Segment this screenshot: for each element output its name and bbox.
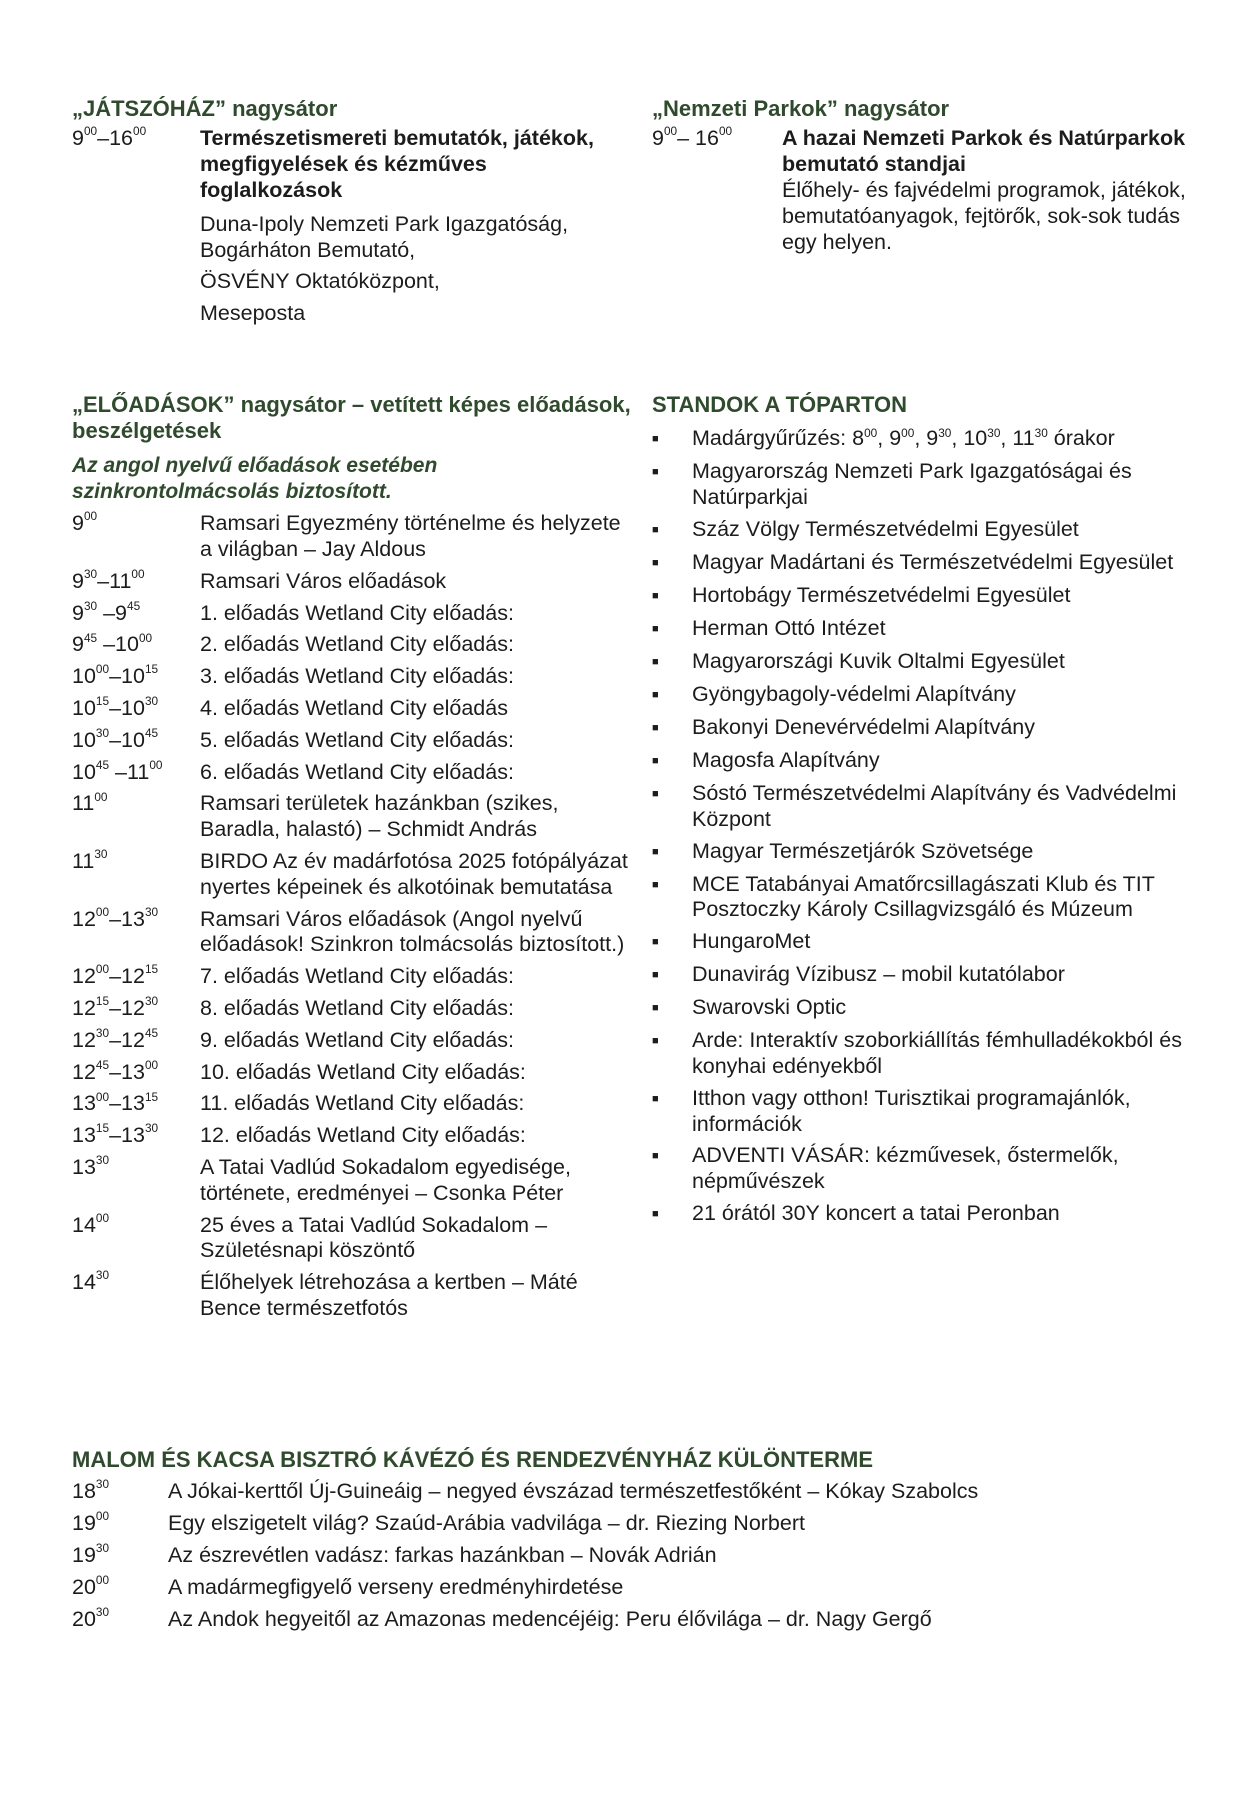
bullet-icon: ■ [652,1092,659,1105]
stand-name: Hortobágy Természetvédelmi Egyesület [692,582,1071,607]
lecture-title: 11. előadás Wetland City előadás: [200,1091,525,1116]
lecture-title: BIRDO Az év madárfotósa 2025 fotópályázat nyertes képeinek és alkotóinak bemutatása [200,849,628,899]
bullet-icon: ■ [652,936,659,949]
bullet-icon: ■ [652,845,659,858]
bullet-icon: ■ [652,556,659,569]
lecture-row [72,1270,632,1322]
bullet-icon: ■ [652,1150,659,1163]
stand-item [652,426,1212,453]
stand-item [652,995,1212,1022]
nemzeti-parkok-row [652,126,1212,255]
lecture-row [72,904,632,959]
malom-time: $20^{00}$ [72,1572,110,1599]
lecture-time: $12^{00}-13^{30}$ [72,904,159,931]
jatszohaz-headline: Természetismereti bemutatók, játékok, megfigyelések és kézműves foglalkozások [200,126,594,202]
malom-row [72,1604,1202,1633]
lecture-title: 9. előadás Wetland City előadás: [200,1027,514,1052]
lecture-time: $11^{00}$ [72,789,108,816]
stand-name: Magyar Madártani és Természetvédelmi Egyesület [692,549,1174,574]
bullet-icon: ■ [652,754,659,767]
lecture-time: $14^{00}$ [72,1210,110,1237]
malom-title-text: A madármegfigyelő verseny eredményhirdetése [168,1574,624,1599]
stand-item [652,1143,1212,1195]
lecture-row [72,511,632,563]
lecture-title: 2. előadás Wetland City előadás: [200,632,514,657]
lecture-title: 25 éves a Tatai Vadlúd Sokadalom – Születésnapi köszöntő [200,1212,548,1263]
bullet-icon: ■ [652,523,659,536]
lecture-row [72,632,632,658]
nemzeti-parkok-headline: A hazai Nemzeti Parkok és Natúrparkok bemutató standjai [782,126,1186,177]
nemzeti-parkok-title: „Nemzeti Parkok” nagysátor [652,96,950,121]
jatszohaz-line: ÖSVÉNY Oktatóközpont, [200,269,440,294]
lecture-time: $14^{30}$ [72,1268,110,1295]
lecture-time: $9^{30}$ $-9^{45}$ [72,598,141,625]
lecture-row [72,664,632,690]
jatszohaz-title: „JÁTSZÓHÁZ” nagysátor [72,96,338,121]
lecture-title: 3. előadás Wetland City előadás: [200,664,514,689]
lecture-row [72,696,632,722]
stand-name: Sóstó Természetvédelmi Alapítvány és Vadvédelmi Központ [692,780,1177,831]
lecture-time: $13^{00}-13^{15}$ [72,1089,159,1116]
eloadasok-title: „ELŐADÁSOK” nagysátor – vetített képes előadások, beszélgetések [72,392,631,444]
stand-item [652,872,1212,924]
lecture-time: $10^{15}-10^{30}$ [72,694,159,721]
malom-time: $19^{00}$ [72,1509,110,1536]
lecture-time: $12^{45}-13^{00}$ [72,1057,159,1084]
lecture-row [72,849,632,901]
malom-row [72,1479,1202,1505]
lecture-title: Ramsari területek hazánkban (szikes, Baradla, halastó) – Schmidt András [200,791,559,842]
stand-ringing-text: Madárgyűrűzés: $8^{00}$, $9^{00}$, $9^{30}$, $10^{30}$, $11^{30}$ órakor [692,426,1115,451]
stand-item [652,1028,1212,1080]
stand-item [652,1086,1212,1138]
nemzeti-parkok-details [782,126,1212,255]
stand-name: HungaroMet [692,929,811,954]
jatszohaz-row [72,126,632,327]
stand-name: Itthon vagy otthon! Turisztikai programajánlók, információk [692,1085,1131,1136]
bullet-icon: ■ [652,655,659,668]
malom-time: $18^{30}$ [72,1477,110,1504]
lecture-time: $10^{45}$ $-11^{00}$ [72,757,163,784]
stand-item [652,517,1212,544]
stand-name: Magosfa Alapítvány [692,747,880,772]
jatszohaz-details [200,126,632,327]
lecture-time: $9^{30}-11^{00}$ [72,566,145,593]
stand-item [652,781,1212,833]
jatszohaz-line: Meseposta [200,301,306,326]
bullet-icon: ■ [652,589,659,602]
lecture-time: $10^{00}-10^{15}$ [72,662,159,689]
stand-item [652,715,1212,742]
nemzeti-parkok-text: Élőhely- és fajvédelmi programok, játékok, bemutatóanyagok, fejtörők, sok-sok tudás egy helyen. [782,177,1186,254]
stand-name: MCE Tatabányai Amatőrcsillagászati Klub és TIT Posztoczky Károly Csillagvizsgáló és Múzeum [692,871,1155,922]
lecture-title: Ramsari Egyezmény történelme és helyzete a világban – Jay Aldous [200,511,621,562]
malom-title: MALOM ÉS KACSA BISZTRÓ KÁVÉZÓ ÉS RENDEZVÉNYHÁZ KÜLÖNTERME [72,1447,873,1472]
stand-item [652,1201,1212,1228]
malom-title-text: Egy elszigetelt világ? Szaúd-Arábia vadvilága – dr. Riezing Norbert [168,1511,805,1536]
eloadasok-subtitle: Az angol nyelvű előadások esetében szinkrontolmácsolás biztosított. [72,453,438,504]
jatszohaz-section [72,96,632,327]
lecture-row [72,757,632,786]
malom-section [72,1447,1202,1632]
lecture-title: 8. előadás Wetland City előadás: [200,996,514,1021]
bullet-icon: ■ [652,787,659,800]
malom-row [72,1543,1202,1569]
eloadasok-section [72,392,632,1322]
standok-title: STANDOK A TÓPARTON [652,392,908,417]
lecture-title: 4. előadás Wetland City előadás [200,696,508,721]
lecture-list [72,511,632,1322]
lecture-title: 5. előadás Wetland City előadás: [200,727,514,752]
bullet-icon: ■ [652,878,659,891]
lecture-time: $9^{00}$ [72,509,98,536]
lecture-row [72,1091,632,1117]
stand-name: Magyarország Nemzeti Park Igazgatóságai és Natúrparkjai [692,459,1132,510]
lecture-time: $13^{15}-13^{30}$ [72,1121,159,1148]
jatszohaz-line: Duna-Ipoly Nemzeti Park Igazgatóság, Bogárháton Bemutató, [200,211,569,262]
malom-title-text: A Jókai-kerttől Új-Guineáig – negyed évszázad természetfestőként – Kókay Szabolcs [168,1479,979,1504]
stand-name: Magyar Természetjárók Szövetsége [692,838,1034,863]
stand-item [652,616,1212,643]
lecture-row [72,725,632,754]
standok-section [652,392,1212,1228]
stand-item [652,682,1212,709]
stand-name: Arde: Interaktív szoborkiállítás fémhulladékokból és konyhai edényekből [692,1028,1182,1078]
stand-item [652,583,1212,610]
stand-item [652,962,1212,989]
lecture-row [72,598,632,627]
lecture-title: Ramsari Város előadások [200,568,447,593]
stand-item [652,929,1212,956]
stand-item [652,649,1212,676]
malom-row [72,1511,1202,1537]
bullet-icon: ■ [652,721,659,734]
malom-time: $20^{30}$ [72,1604,110,1631]
lecture-time: $12^{30}-12^{45}$ [72,1025,159,1052]
lecture-title: Ramsari Város előadások (Angol nyelvű előadások! Szinkron tolmácsolás biztosított.) [200,906,625,957]
stand-name: Herman Ottó Intézet [692,615,886,640]
lecture-row [72,1123,632,1149]
lecture-row [72,1025,632,1054]
stand-name: 21 órától 30Y koncert a tatai Peronban [692,1200,1060,1225]
lecture-title: Élőhelyek létrehozása a kertben – Máté Bence természetfotós [200,1270,578,1320]
bullet-icon: ■ [652,688,659,701]
malom-row [72,1572,1202,1601]
stand-item [652,748,1212,775]
lecture-title: 1. előadás Wetland City előadás: [200,600,514,625]
lecture-time: $12^{15}-12^{30}$ [72,994,159,1021]
malom-time: $19^{30}$ [72,1541,110,1567]
bullet-icon: ■ [652,1035,659,1048]
bullet-icon: ■ [652,969,659,982]
malom-title-text: Az Andok hegyeitől az Amazonas medencéjéig: Peru élővilága – dr. Nagy Gergő [168,1606,932,1631]
stand-name: Swarovski Optic [692,995,847,1020]
stand-name: Bakonyi Denevérvédelmi Alapítvány [692,714,1035,739]
nemzeti-parkok-section [652,96,1212,255]
lecture-row [72,1057,632,1086]
jatszohaz-time: $9^{00}-16^{00}$ [72,124,147,151]
lecture-row [72,1155,632,1207]
lecture-time: $13^{30}$ [72,1153,110,1180]
lecture-title: 10. előadás Wetland City előadás: [200,1059,526,1084]
stand-name: Magyarországi Kuvik Oltalmi Egyesület [692,648,1065,673]
lecture-title: 6. előadás Wetland City előadás: [200,759,514,784]
bullet-icon: ■ [652,1002,659,1015]
lecture-title: 12. előadás Wetland City előadás: [200,1123,526,1148]
malom-title-text: Az észrevétlen vadász: farkas hazánkban – Novák Adrián [168,1542,717,1567]
stand-list [652,459,1212,1228]
stand-name: Gyöngybagoly-védelmi Alapítvány [692,681,1016,706]
bullet-icon: ■ [652,466,659,479]
lecture-row [72,996,632,1022]
lecture-row [72,791,632,843]
stand-item [652,839,1212,866]
lecture-row [72,964,632,990]
bullet-icon: ■ [652,1207,659,1220]
stand-name: ADVENTI VÁSÁR: kézművesek, őstermelők, népművészek [692,1143,1119,1194]
stand-item [652,550,1212,577]
lecture-time: $9^{45}$ $-10^{00}$ [72,630,153,657]
bullet-icon: ■ [652,622,659,635]
stand-item [652,459,1212,511]
lecture-time: $10^{30}-10^{45}$ [72,725,159,752]
lecture-time: $11^{30}$ [72,847,108,874]
lecture-row [72,566,632,595]
nemzeti-parkok-time: $9^{00}-$ $16^{00}$ [652,124,733,151]
malom-list [72,1479,1202,1632]
lecture-row [72,1210,632,1265]
bullet-icon: ■ [652,433,659,446]
lecture-time: $12^{00}-12^{15}$ [72,962,159,989]
lecture-title: A Tatai Vadlúd Sokadalom egyedisége, története, eredményei – Csonka Péter [200,1155,571,1205]
lecture-title: 7. előadás Wetland City előadás: [200,964,514,989]
stand-name: Dunavirág Vízibusz – mobil kutatólabor [692,962,1065,987]
stand-name: Száz Völgy Természetvédelmi Egyesület [692,516,1079,541]
